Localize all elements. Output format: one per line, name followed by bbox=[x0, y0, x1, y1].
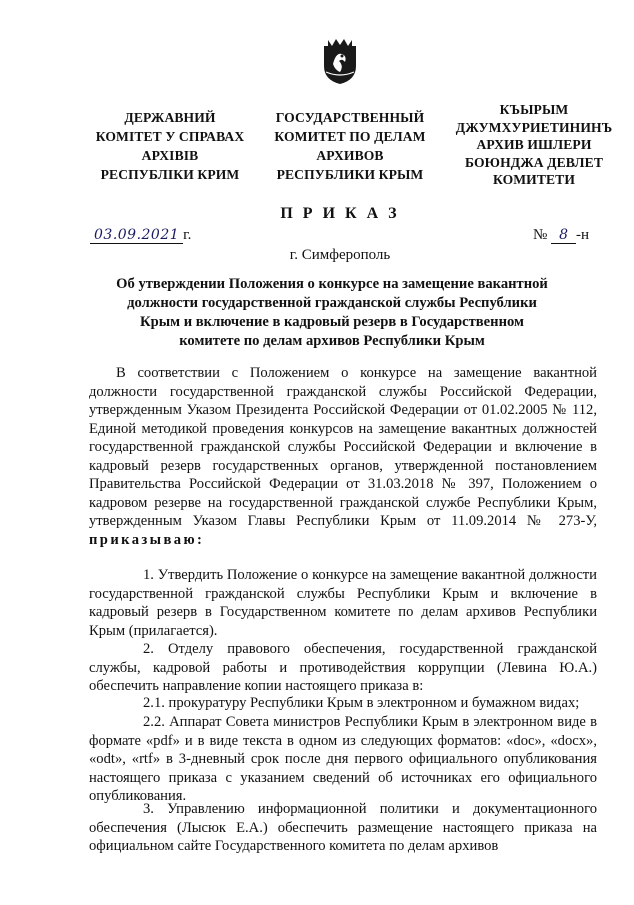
org-ua-line: АРХІВІВ bbox=[141, 148, 199, 163]
org-name-ukrainian bbox=[80, 108, 260, 184]
org-ua-line: ДЕРЖАВНИЙ bbox=[124, 110, 216, 125]
document-date bbox=[90, 227, 191, 244]
handwritten-date: 03.09.2021 bbox=[90, 227, 183, 244]
org-ru-line: АРХИВОВ bbox=[316, 148, 384, 163]
handwritten-number: 8 bbox=[551, 227, 576, 244]
org-crh-line: БОЮНДЖА ДЕВЛЕТ bbox=[465, 154, 603, 170]
number-suffix: -н bbox=[575, 227, 590, 243]
document-title: П Р И К А З bbox=[280, 205, 400, 222]
org-ru-line: ГОСУДАРСТВЕННЫЙ bbox=[275, 110, 425, 125]
org-crh-line: ДЖУМХУРИЕТИНИНЪ bbox=[455, 119, 613, 135]
number-prefix: № bbox=[533, 227, 548, 243]
org-crh-line: КОМИТЕТИ bbox=[492, 172, 576, 187]
preamble-paragraph bbox=[89, 364, 597, 549]
org-name-crimean-tatar bbox=[444, 101, 624, 189]
preamble-text: В соответствии с Положением о конкурсе на замещение вакантной должности государственной гражданской службы Российской Федерации, утвержденным Указом Президента Российской Федерации от 01.02.2005 № 112, Единой методикой проведения конкурсов на замещение вакантных должностей государственной гражданской службы Российской Федерации и включение в кадровый резерв государственных органов, утвержденной постановлением Правительства Российской Федерации от 31.03.2018 № 397, Положением о кадровом резерве на государственной гражданской службе Республики Крым, утвержденным Указом Главы Республики Крым от 11.09.2014 № 273-У, bbox=[89, 365, 597, 529]
command-word: приказываю: bbox=[89, 531, 205, 548]
org-ua-line: РЕСПУБЛІКИ КРИМ bbox=[100, 167, 240, 182]
order-item-1: 1. Утвердить Положение о конкурсе на замещение вакантной должности государственной гражданской службы Республики Крым и включение в кадровый резерв в Государственном комитете по делам архивов Республики Крым (прилагается). bbox=[89, 567, 597, 639]
date-suffix: г. bbox=[183, 227, 192, 243]
document-subject: Об утверждении Положения о конкурсе на замещение вакантной должности государственной гражданской службы Республики Крым и включение в кадровый резерв в Государственном комитете по делам архивов Республики Крым bbox=[116, 276, 548, 349]
org-crh-line: КЪЫРЫМ bbox=[499, 102, 569, 117]
document-city: г. Симферополь bbox=[289, 247, 391, 263]
org-name-russian bbox=[258, 108, 442, 184]
org-ru-line: РЕСПУБЛИКИ КРЫМ bbox=[276, 167, 424, 182]
org-ru-line: КОМИТЕТ ПО ДЕЛАМ bbox=[274, 129, 426, 144]
order-item-2: 2. Отделу правового обеспечения, государственной гражданской службы, кадровой работы и противодействия коррупции (Левина Ю.А.) обеспечить направление копии настоящего приказа в: bbox=[89, 641, 597, 694]
document-number bbox=[533, 227, 589, 244]
org-ua-line: КОМІТЕТ У СПРАВАХ bbox=[95, 129, 245, 144]
order-item-2-2: 2.2. Аппарат Совета министров Республики Крым в электронном виде в формате «pdf» и в виде текста в одном из следующих форматов: «doc», «docx», «odt», «rtf» в 3-дневный срок после дня первого официального опубликования настоящего приказа с указанием сведений об источниках его официального опубликования. bbox=[89, 714, 597, 804]
org-crh-line: АРХИВ ИШЛЕРИ bbox=[476, 137, 592, 152]
order-item-3: 3. Управлению информационной политики и документационного обеспечения (Лысюк Е.А.) обеспечить размещение настоящего приказа на официальном сайте Государственного комитета по делам архивов bbox=[89, 801, 597, 854]
order-item-2-1: 2.1. прокуратуру Республики Крым в электронном и бумажном видах; bbox=[143, 695, 580, 711]
crimea-coat-of-arms-icon bbox=[320, 36, 360, 86]
